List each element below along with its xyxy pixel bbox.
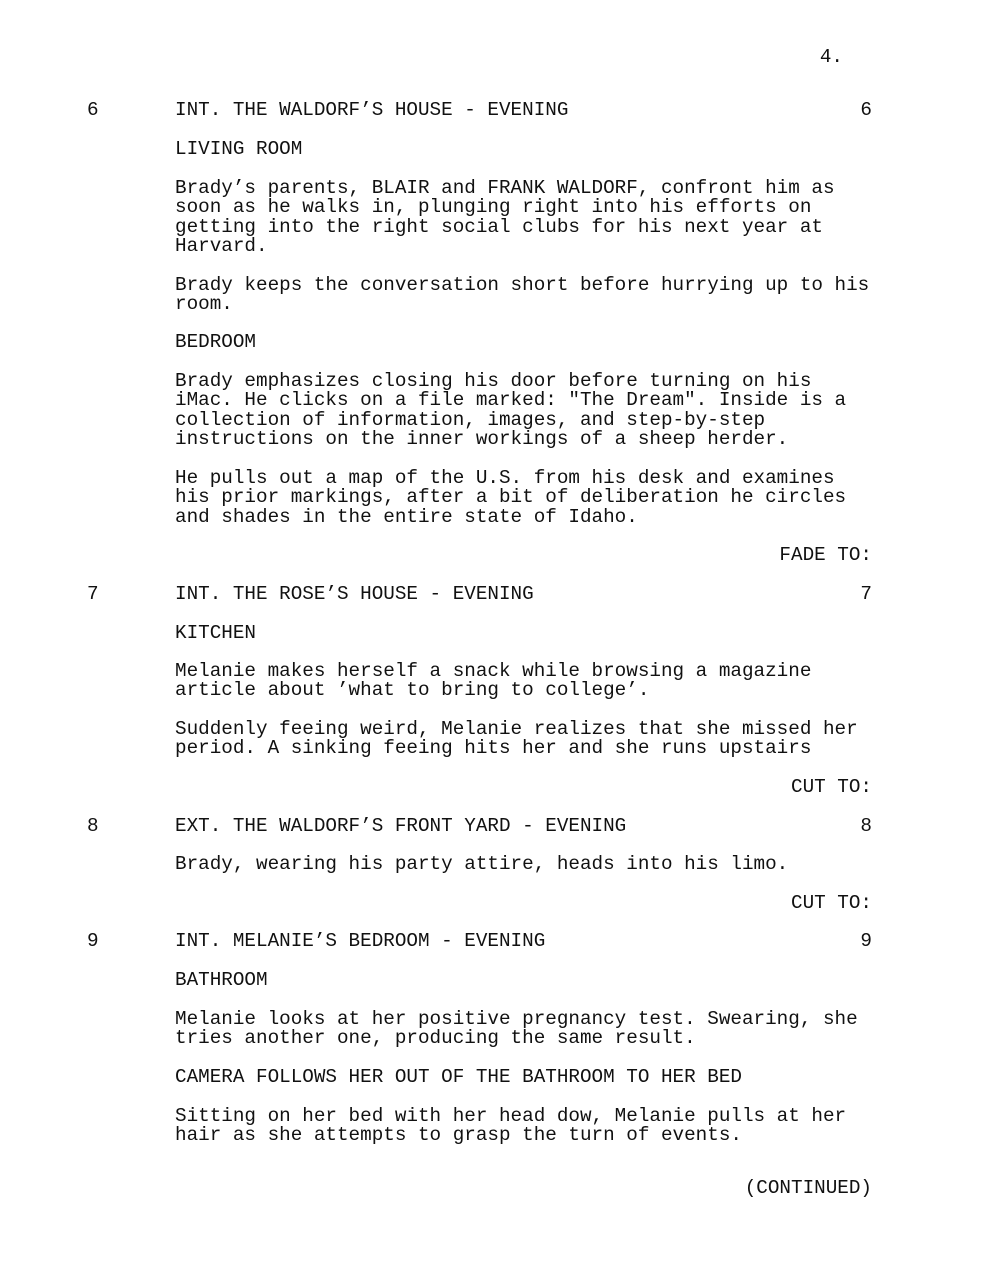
action-paragraph: Brady keeps the conversation short before hurrying up to his room. xyxy=(175,274,870,316)
scene-heading: INT. THE ROSE’S HOUSE - EVENING xyxy=(175,583,534,605)
action-paragraph: Suddenly feeing weird, Melanie realizes that she missed her period. A sinking feeing hits her and she runs upstairs xyxy=(175,718,858,760)
scene-number-left: 7 xyxy=(87,583,99,605)
action-paragraph: Brady’s parents, BLAIR and FRANK WALDORF, confront him as soon as he walks in, plunging right into his efforts on getting into the right social clubs for his next year at Harvard. xyxy=(175,177,835,258)
action-paragraph: Brady, wearing his party attire, heads into his limo. xyxy=(175,853,789,875)
action-paragraph: Melanie makes herself a snack while browsing a magazine article about ’what to bring to college’. xyxy=(175,660,812,702)
scene-heading: INT. THE WALDORF’S HOUSE - EVENING xyxy=(175,99,569,121)
transition: CUT TO: xyxy=(791,892,872,914)
scene-number-right: 7 xyxy=(860,583,872,605)
continued-marker: (CONTINUED) xyxy=(744,1177,872,1199)
scene-number-right: 8 xyxy=(860,815,872,837)
sublocation: BATHROOM xyxy=(175,969,268,991)
sublocation: KITCHEN xyxy=(175,622,256,644)
camera-direction: CAMERA FOLLOWS HER OUT OF THE BATHROOM TO HER BED xyxy=(175,1066,742,1088)
action-paragraph: He pulls out a map of the U.S. from his desk and examines his prior markings, after a bit of deliberation he circles and shades in the entire state of Idaho. xyxy=(175,467,847,528)
scene-number-left: 8 xyxy=(87,815,99,837)
action-paragraph: Sitting on her bed with her head dow, Melanie pulls at her hair as she attempts to grasp the turn of events. xyxy=(175,1105,847,1147)
sublocation: LIVING ROOM xyxy=(175,138,303,160)
scene-number-right: 9 xyxy=(860,930,872,952)
scene-heading: EXT. THE WALDORF’S FRONT YARD - EVENING xyxy=(175,815,627,837)
action-paragraph: Melanie looks at her positive pregnancy test. Swearing, she tries another one, producing the same result. xyxy=(175,1008,858,1050)
page-number: 4. xyxy=(819,46,843,68)
scene-number-left: 9 xyxy=(87,930,99,952)
sublocation: BEDROOM xyxy=(175,331,256,353)
scene-heading: INT. MELANIE’S BEDROOM - EVENING xyxy=(175,930,546,952)
transition: CUT TO: xyxy=(791,776,872,798)
scene-number-right: 6 xyxy=(860,99,872,121)
transition: FADE TO: xyxy=(779,544,872,566)
scene-number-left: 6 xyxy=(87,99,99,121)
action-paragraph: Brady emphasizes closing his door before turning on his iMac. He clicks on a file marked: "The Dream". Inside is a collection of information, images, and step-by-step instructions on the inner workings of a sheep herder. xyxy=(175,370,847,451)
